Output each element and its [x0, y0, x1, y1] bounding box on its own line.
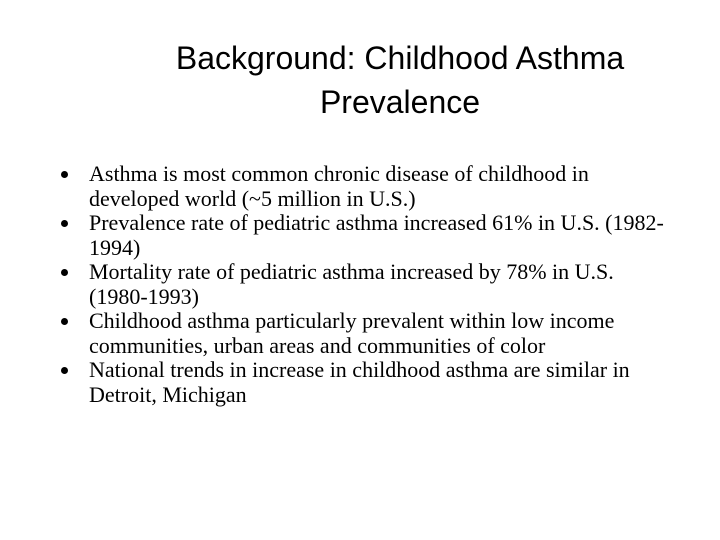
bullet-item	[60, 309, 670, 358]
bullet-item	[60, 358, 670, 407]
bullet-text: Childhood asthma particularly prevalent within low income communities, urban areas and communities of color	[89, 308, 615, 358]
bullet-dot-icon	[61, 220, 68, 227]
bullet-item	[60, 162, 670, 211]
slide-title-line-1: Background: Childhood Asthma	[175, 40, 625, 76]
bullet-dot-icon	[61, 318, 68, 325]
slide-title-line-2: Prevalence	[319, 84, 481, 120]
bullet-item	[60, 211, 670, 260]
bullet-dot-icon	[61, 367, 68, 374]
bullet-text: Mortality rate of pediatric asthma increased by 78% in U.S. (1980-1993)	[89, 259, 614, 309]
bullet-list	[60, 162, 670, 407]
bullet-text: Prevalence rate of pediatric asthma increased 61% in U.S. (1982-1994)	[89, 210, 664, 260]
bullet-text: National trends in increase in childhood asthma are similar in Detroit, Michigan	[89, 357, 630, 407]
bullet-item	[60, 260, 670, 309]
bullet-text: Asthma is most common chronic disease of childhood in developed world (~5 million in U.S.)	[89, 161, 589, 211]
bullet-dot-icon	[61, 171, 68, 178]
bullet-dot-icon	[61, 269, 68, 276]
slide-title	[120, 36, 680, 124]
